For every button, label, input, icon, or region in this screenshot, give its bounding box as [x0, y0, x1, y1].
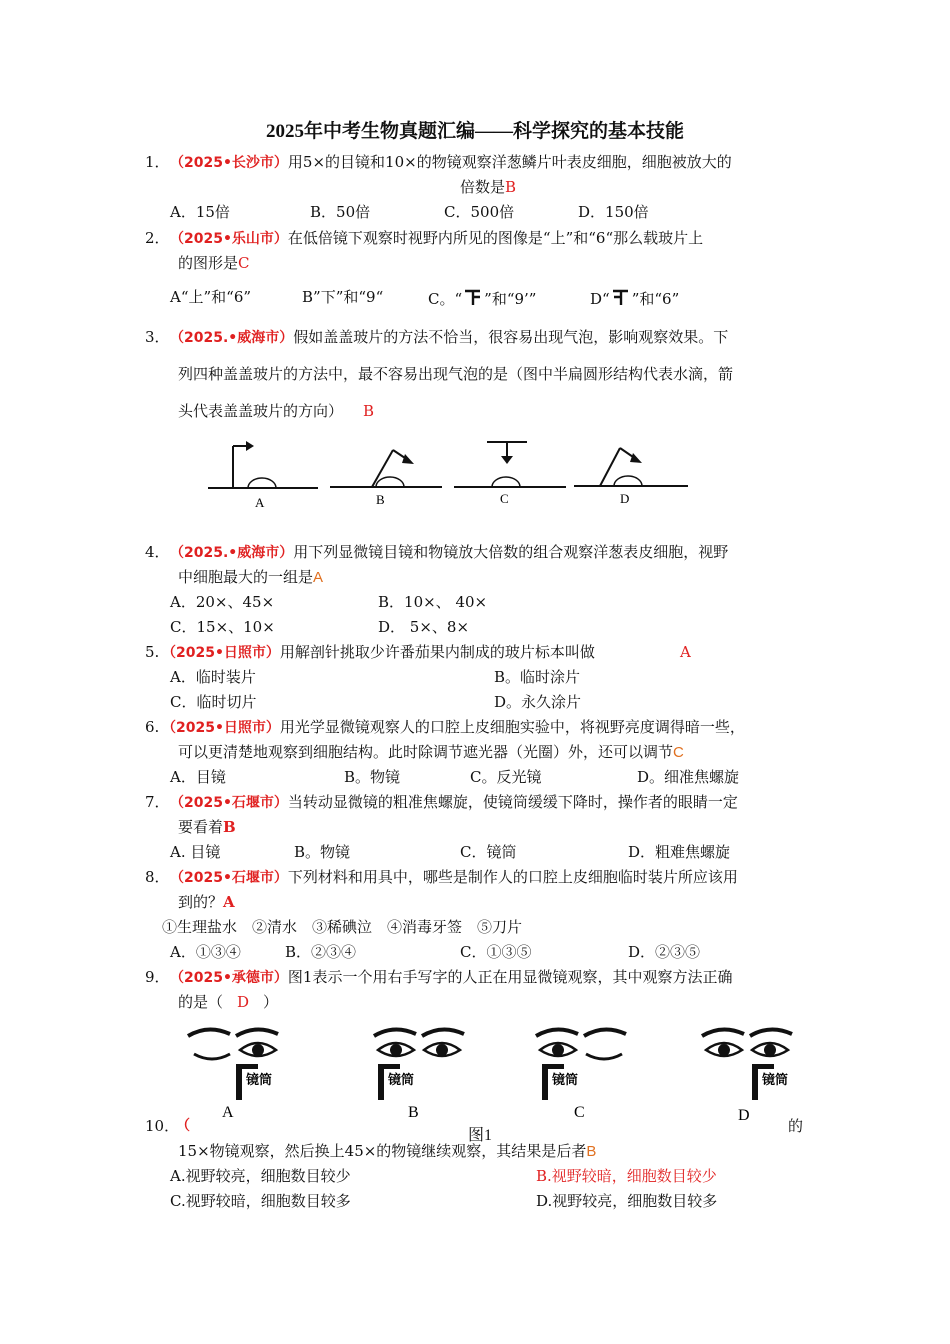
figure-caption: 图1	[468, 1127, 493, 1144]
q7-stem	[170, 792, 738, 813]
q9-answer: D	[237, 993, 250, 1011]
q2-option-c-pre: C。“	[428, 290, 463, 308]
inverted-shang-glyph	[462, 287, 484, 307]
tube-label-b: 镜筒	[388, 1072, 415, 1087]
q4-stem-2	[178, 567, 323, 588]
q4-answer: A	[313, 569, 324, 586]
q4-source: （2025.•威海市）	[170, 545, 294, 561]
q5-number: 5.	[145, 643, 160, 661]
q8-items: ①生理盐水 ②清水 ③稀碘泣 ④消毒牙签 ⑤刀片	[162, 918, 523, 936]
q3-text: 假如盖盖玻片的方法不恰当，很容易出现气泡，影响观察效果。下	[293, 328, 729, 346]
coverslip-label-d: D	[620, 491, 630, 506]
q2-source: （2025•乐山市）	[170, 231, 288, 247]
q6-option-d: D。细准焦螺旋	[637, 768, 740, 786]
q9-text-3: ）	[263, 993, 279, 1011]
q8-source: （2025•石堰市）	[170, 870, 288, 886]
q3-source: （2025.•威海市）	[170, 330, 294, 346]
q10-answer: B	[586, 1143, 597, 1160]
q2-option-d	[590, 287, 679, 309]
q8-stem	[170, 867, 738, 888]
q4-text: 用下列显微镜目镜和物镜放大倍数的组合观察洋葱表皮细胞，视野	[293, 543, 729, 561]
coverslip-diagram-b	[330, 450, 442, 507]
q8-text: 下列材料和用具中，哪些是制作人的口腔上皮细胞临时装片所应该用	[287, 868, 738, 886]
q2-option-c-post: ”和“9’”	[484, 290, 537, 308]
q2-option-d-pre: D“	[590, 290, 610, 308]
eye-label-d: D	[738, 1107, 750, 1124]
q8-number: 8．	[145, 868, 170, 886]
q6-option-b: B。物镜	[344, 768, 401, 786]
q3-stem	[170, 327, 728, 348]
coverslip-label-c: C	[500, 491, 509, 506]
q10-stem-2	[178, 1141, 596, 1162]
q6-text-2: 可以更清楚地观察到细胞结构。此时除调节遮光器（光圈）外，还可以调节	[178, 743, 674, 761]
eye-panel-c	[536, 1029, 626, 1121]
q6-source: （2025•日照市）	[162, 720, 280, 736]
q8-option-b: B．②③④	[285, 943, 357, 961]
q7-text-2: 要看着	[178, 818, 224, 836]
q1-text: 用5×的目镜和10×的物镜观察洋葱鳞片叶表皮细胞，细胞被放大的	[287, 153, 732, 171]
q4-option-d: D． 5×、8×	[378, 618, 470, 636]
q1-option-a: A．15倍	[170, 203, 230, 221]
coverslip-diagram-a	[208, 441, 318, 510]
eye-label-c: C	[574, 1104, 585, 1121]
q2-stem-2	[178, 253, 250, 273]
q5-text: 用解剖针挑取少许番茄果内制成的玻片标本叫做	[279, 643, 595, 661]
q7-stem-2	[178, 817, 236, 837]
q4-option-b: B．10×、 40×	[378, 593, 488, 611]
q5-answer: A	[680, 643, 691, 661]
q4-number: 4．	[145, 543, 170, 561]
q10-option-c: C.视野较暗，细胞数目较多	[170, 1192, 351, 1210]
q8-answer: A	[223, 893, 235, 911]
eye-panel-d	[702, 1029, 792, 1124]
q1-answer: B	[505, 178, 517, 196]
q9-text: 图1表示一个用右手写字的人正在用显微镜观察，其中观察方法正确	[287, 968, 733, 986]
q10-option-d: D.视野较亮，细胞数目较多	[536, 1192, 718, 1210]
coverslip-label-a: A	[255, 495, 265, 510]
q1-number: 1．	[145, 153, 170, 171]
q7-option-d: D．粗难焦螺旋	[628, 843, 731, 861]
q7-option-b: B。物镜	[294, 843, 351, 861]
q3-text-3: 头代表盖盖玻片的方向）	[178, 402, 344, 420]
q7-answer: B	[223, 818, 236, 836]
q6-option-a: A．目镜	[170, 768, 226, 786]
q9-source: （2025•承德市）	[170, 970, 288, 986]
q1-option-b: B．50倍	[310, 203, 371, 221]
q10-tail: 的	[788, 1117, 804, 1135]
q3-text-2: 列四种盖盖玻片的方法中，最不容易出现气泡的是（图中半扁圆形结构代表水滴，箭	[178, 365, 734, 383]
q2-option-b: B”下”和“9“	[302, 288, 384, 306]
tube-label-c: 镜筒	[552, 1072, 579, 1087]
q4-stem	[170, 542, 728, 563]
eye-label-b: B	[408, 1104, 419, 1121]
q2-option-c	[428, 287, 536, 309]
q7-text: 当转动显微镜的粗准焦螺旋，使镜筒缓缓下降时，操作者的眼睛一定	[287, 793, 738, 811]
q2-answer: C	[238, 254, 250, 272]
q6-stem-2	[178, 742, 684, 763]
q2-option-d-post: ”和“6”	[631, 290, 680, 308]
q2-option-a: A“上”和“6”	[170, 288, 252, 306]
q10-option-b: B.视野较暗，细胞数目较少	[536, 1167, 717, 1185]
eye-panel-a	[188, 1029, 278, 1121]
coverslip-diagram-c	[454, 442, 566, 506]
q8-text-2: 到的？	[178, 893, 224, 911]
q1-option-c: C．500倍	[444, 203, 515, 221]
eye-panel-b	[374, 1029, 464, 1121]
tube-label-a: 镜筒	[246, 1072, 273, 1087]
q1-source: （2025•长沙市）	[170, 155, 288, 171]
q2-text: 在低倍镜下观察时视野内所见的图像是“上”和“6“那么载玻片上	[287, 229, 704, 247]
q7-source: （2025•石堰市）	[170, 795, 288, 811]
q8-option-a: A．①③④	[170, 943, 241, 961]
page-title: 2025年中考生物真题汇编——科学探究的基本技能	[265, 121, 684, 142]
q6-option-c: C。反光镜	[470, 768, 542, 786]
q8-option-d: D．②③⑤	[628, 943, 701, 961]
q10-source: （	[176, 1118, 190, 1134]
q7-number: 7．	[145, 793, 170, 811]
q9-text-2: 的是（	[178, 993, 224, 1011]
q2-text-2: 的图形是	[178, 254, 239, 272]
q6-text: 用光学显微镜观察人的口腔上皮细胞实验中，将视野亮度调得暗一些，	[279, 718, 745, 736]
q3-answer: B	[363, 402, 375, 420]
q10-option-a: A.视野较亮，细胞数目较少	[170, 1167, 351, 1185]
q2-number: 2．	[145, 229, 170, 247]
q10-text-2: 15×物镜观察，然后换上45×的物镜继续观察，其结果是后者	[178, 1142, 587, 1160]
q9-stem	[170, 967, 732, 988]
q3-stem-3	[178, 401, 374, 421]
eye-label-a: A	[222, 1104, 234, 1121]
tube-label-d: 镜筒	[762, 1072, 789, 1087]
q8-stem-2	[178, 892, 235, 912]
q8-option-c: C．①③⑤	[460, 943, 532, 961]
q5-source: （2025•日照市）	[162, 645, 280, 661]
coverslip-diagram-d	[574, 448, 688, 506]
q6-number: 6.	[145, 718, 160, 736]
q5-stem	[162, 642, 595, 663]
q7-option-c: C．镜筒	[460, 843, 517, 861]
q5-option-a: A．临时装片	[170, 668, 256, 686]
q5-option-b: B。临时涂片	[494, 668, 581, 686]
q4-option-a: A．20×、45×	[170, 593, 275, 611]
coverslip-label-b: B	[376, 492, 385, 507]
inverted-shang-glyph-d	[610, 287, 632, 307]
q2-stem	[170, 228, 703, 249]
microscope-eye-figure	[180, 1020, 800, 1130]
q5-option-d: D。永久涂片	[494, 693, 582, 711]
q4-text-2: 中细胞最大的一组是	[178, 568, 314, 586]
q7-option-a: A. 目镜	[170, 843, 221, 861]
q1-text-2: 倍数是	[460, 178, 506, 196]
q6-stem	[162, 717, 745, 738]
coverslip-figure	[200, 432, 695, 514]
q3-number: 3．	[145, 328, 170, 346]
q1-option-d: D．150倍	[578, 203, 649, 221]
q4-option-c: C．15×、10×	[170, 618, 275, 636]
q9-number: 9．	[145, 968, 170, 986]
q5-option-c: C．临时切片	[170, 693, 257, 711]
q10-number: 10．	[145, 1117, 180, 1135]
q9-stem-2	[178, 992, 278, 1012]
q6-answer: C	[673, 744, 684, 761]
q1-stem	[170, 152, 732, 173]
q1-stem-2	[460, 177, 516, 197]
